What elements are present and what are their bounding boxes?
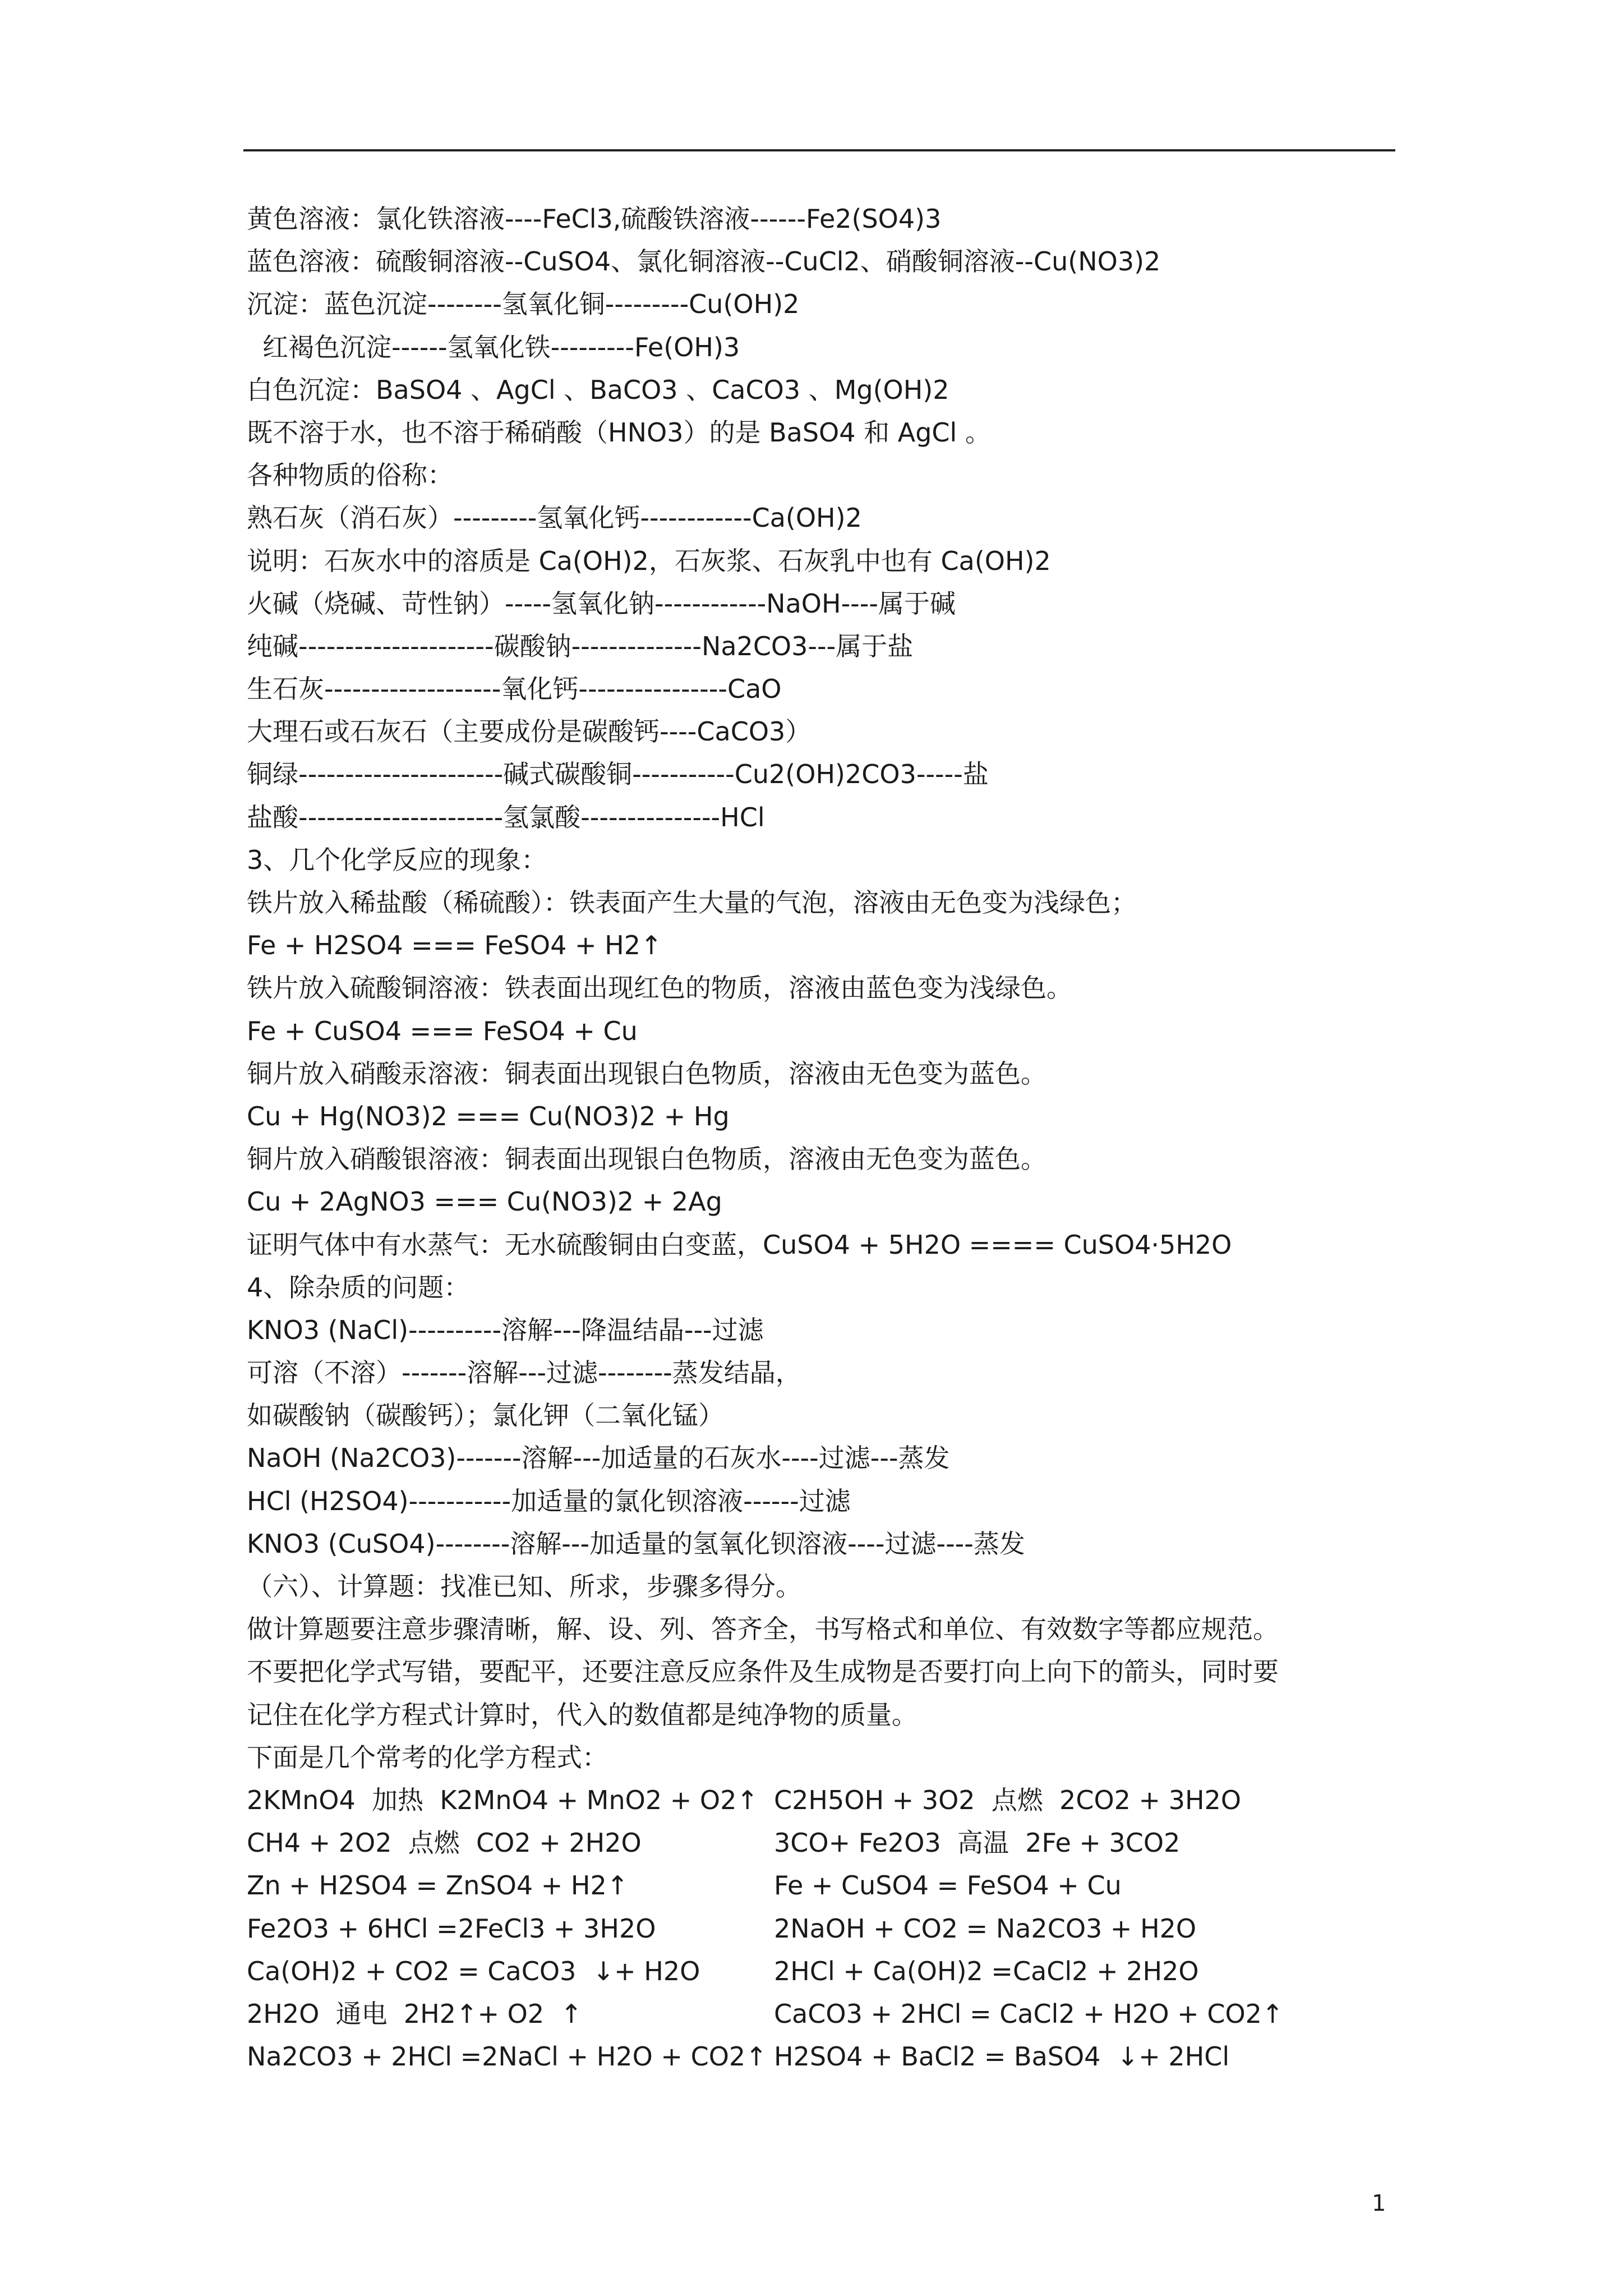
equation-line: Cu + 2AgNO3 === Cu(NO3)2 + 2Ag xyxy=(247,1186,722,1217)
text-line: 沉淀：蓝色沉淀--------氢氧化铜---------Cu(OH)2 xyxy=(247,289,800,320)
equation-row xyxy=(247,1993,1402,2035)
equation-row xyxy=(247,2035,1402,2078)
text-line: 黄色溶液：氯化铁溶液----FeCl3,硫酸铁溶液------Fe2(SO4)3 xyxy=(247,204,942,234)
text-line: 火碱（烧碱、苛性钠）-----氢氧化钠------------NaOH----属于碱 xyxy=(247,588,956,619)
equation-right: 2HCl + Ca(OH)2 =CaCl2 + 2H2O xyxy=(774,1955,1199,1986)
equation-right: 3CO+ Fe2O3 高温 2Fe + 3CO2 xyxy=(774,1828,1181,1858)
equation-row xyxy=(247,1779,1402,1821)
text-line: 记住在化学方程式计算时，代入的数值都是纯净物的质量。 xyxy=(247,1699,917,1730)
section-heading: （六）、计算题：找准已知、所求，步骤多得分。 xyxy=(247,1571,801,1602)
text-line: 盐酸----------------------氢氯酸---------------HCl xyxy=(247,802,765,832)
text-line: 铜片放入硝酸银溶液：铜表面出现银白色物质，溶液由无色变为蓝色。 xyxy=(247,1144,1046,1175)
text-line: 各种物质的俗称： xyxy=(247,460,453,491)
text-line: 不要把化学式写错，要配平，还要注意反应条件及生成物是否要打向上向下的箭头，同时要 xyxy=(247,1657,1279,1687)
equation-row xyxy=(247,1950,1402,1993)
text-line: 白色沉淀：BaSO4 、AgCl 、BaCO3 、CaCO3 、Mg(OH)2 xyxy=(247,374,949,405)
header-rule xyxy=(243,149,1395,151)
equation-right: H2SO4 + BaCl2 = BaSO4 ↓+ 2HCl xyxy=(774,2041,1230,2072)
equation-row xyxy=(247,1821,1402,1864)
equation-right: 2NaOH + CO2 = Na2CO3 + H2O xyxy=(774,1913,1197,1944)
equation-row xyxy=(247,1864,1402,1907)
text-line: 熟石灰（消石灰）---------氢氧化钙------------Ca(OH)2 xyxy=(247,503,862,533)
equation-right: CaCO3 + 2HCl = CaCl2 + H2O + CO2↑ xyxy=(774,1998,1284,2029)
text-line: 可溶（不溶）-------溶解---过滤--------蒸发结晶， xyxy=(247,1358,801,1388)
text-line: NaOH (Na2CO3)-------溶解---加适量的石灰水----过滤---蒸发 xyxy=(247,1443,950,1474)
text-line: 做计算题要注意步骤清晰，解、设、列、答齐全，书写格式和单位、有效数字等都应规范。 xyxy=(247,1614,1279,1645)
page-number: 1 xyxy=(1372,2191,1386,2216)
text-line: 铜绿----------------------碱式碳酸铜-----------Cu2(OH)2CO3-----盐 xyxy=(247,759,989,790)
equation-right: C2H5OH + 3O2 点燃 2CO2 + 3H2O xyxy=(774,1784,1242,1815)
text-line: 红褐色沉淀------氢氧化铁---------Fe(OH)3 xyxy=(262,332,740,362)
text-line: 蓝色溶液：硫酸铜溶液--CuSO4、氯化铜溶液--CuCl2、硝酸铜溶液--Cu(NO3)2 xyxy=(247,246,1161,277)
text-line: KNO3 (NaCl)----------溶解---降温结晶---过滤 xyxy=(247,1314,764,1345)
text-line: 纯碱---------------------碳酸钠--------------Na2CO3---属于盐 xyxy=(247,631,914,661)
text-line: 铁片放入硫酸铜溶液：铁表面出现红色的物质，溶液由蓝色变为浅绿色。 xyxy=(247,973,1072,1004)
equation-left: 2H2O 通电 2H2↑+ O2 ↑ xyxy=(247,1998,582,2029)
section-heading: 4、除杂质的问题： xyxy=(247,1272,470,1303)
text-line: 铜片放入硝酸汞溶液：铜表面出现银白色物质，溶液由无色变为蓝色。 xyxy=(247,1058,1046,1089)
equation-left: Na2CO3 + 2HCl =2NaCl + H2O + CO2↑ xyxy=(247,2041,767,2072)
text-line: 证明气体中有水蒸气：无水硫酸铜由白变蓝，CuSO4 + 5H2O ==== CuSO4·5H2O xyxy=(247,1229,1232,1260)
document-body xyxy=(247,197,1402,2078)
equation-line: Fe + H2SO4 === FeSO4 + H2↑ xyxy=(247,930,662,961)
equation-right: Fe + CuSO4 = FeSO4 + Cu xyxy=(774,1870,1122,1901)
text-line: HCl (H2SO4)-----------加适量的氯化钡溶液------过滤 xyxy=(247,1485,851,1516)
equation-left: Ca(OH)2 + CO2 = CaCO3 ↓+ H2O xyxy=(247,1955,700,1986)
text-line: 如碳酸钠（碳酸钙）；氯化钾（二氧化锰） xyxy=(247,1400,724,1431)
text-line: 铁片放入稀盐酸（稀硫酸）：铁表面产生大量的气泡，溶液由无色变为浅绿色； xyxy=(247,887,1137,918)
section-heading: 3、几个化学反应的现象： xyxy=(247,844,547,875)
equation-row xyxy=(247,1907,1402,1950)
equation-left: Zn + H2SO4 = ZnSO4 + H2↑ xyxy=(247,1870,629,1901)
text-line: KNO3 (CuSO4)--------溶解---加适量的氢氧化钡溶液----过滤----蒸发 xyxy=(247,1528,1025,1559)
equation-line: Cu + Hg(NO3)2 === Cu(NO3)2 + Hg xyxy=(247,1101,730,1131)
equation-left: CH4 + 2O2 点燃 CO2 + 2H2O xyxy=(247,1828,642,1858)
equation-left: 2KMnO4 加热 K2MnO4 + MnO2 + O2↑ xyxy=(247,1784,758,1815)
text-line: 下面是几个常考的化学方程式： xyxy=(247,1742,608,1773)
equation-left: Fe2O3 + 6HCl =2FeCl3 + 3H2O xyxy=(247,1913,656,1944)
text-line: 既不溶于水，也不溶于稀硝酸（HNO3）的是 BaSO4 和 AgCl 。 xyxy=(247,417,991,448)
text-line: 说明：石灰水中的溶质是 Ca(OH)2，石灰浆、石灰乳中也有 Ca(OH)2 xyxy=(247,545,1051,576)
equation-line: Fe + CuSO4 === FeSO4 + Cu xyxy=(247,1015,638,1046)
text-line: 大理石或石灰石（主要成份是碳酸钙----CaCO3） xyxy=(247,716,811,747)
text-line: 生石灰-------------------氧化钙----------------CaO xyxy=(247,674,782,705)
